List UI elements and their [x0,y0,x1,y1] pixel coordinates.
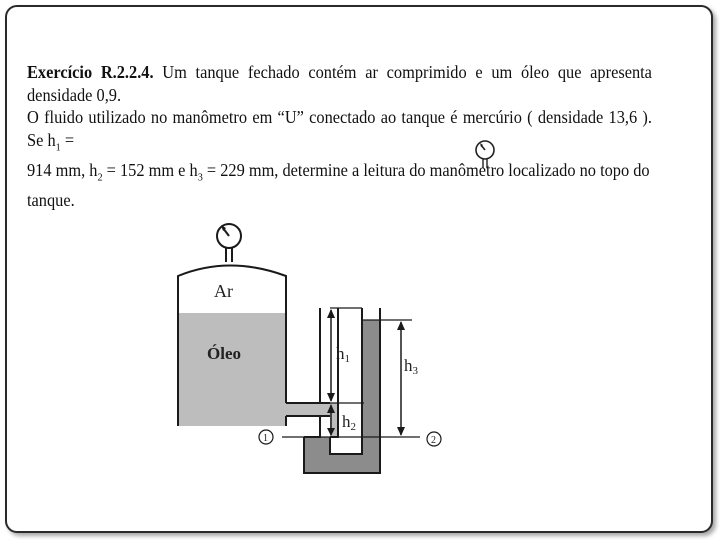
tank-gauge-icon [217,224,241,262]
sub-2: 2 [97,171,103,184]
line4: tanque. [27,190,75,210]
line3a: 914 mm, h [27,159,98,180]
line2: O fluido utilizado no manômetro em “U” conectado ao tanque é mercúrio ( densidade 13,6 ). Se h [27,107,652,150]
h2-label: h2 [342,412,356,433]
h3-label: h3 [404,356,418,377]
sub-1: 1 [55,141,61,154]
connecting-pipe-oil [284,403,330,416]
oil-region [178,313,286,426]
line3b: = 152 mm e h [102,159,198,180]
h1-label: h1 [336,344,350,365]
air-label: Ar [214,281,233,301]
line1: Um tanque fechado contém ar comprimido e um óleo que apresenta densidade 0,9. [27,62,652,105]
oil-label: Óleo [207,344,241,363]
mercury-column [304,320,380,473]
svg-text:1: 1 [263,433,268,444]
line2-end: = [60,129,75,150]
sub-3: 3 [197,171,203,184]
exercise-label: Exercício R.2.2.4. [27,62,154,82]
point-2-marker [427,432,441,446]
line3c: = 229 mm, determine a leitura do manômetro localizado no topo do [202,159,650,180]
point-1-marker [259,430,273,444]
svg-text:2: 2 [431,435,436,446]
